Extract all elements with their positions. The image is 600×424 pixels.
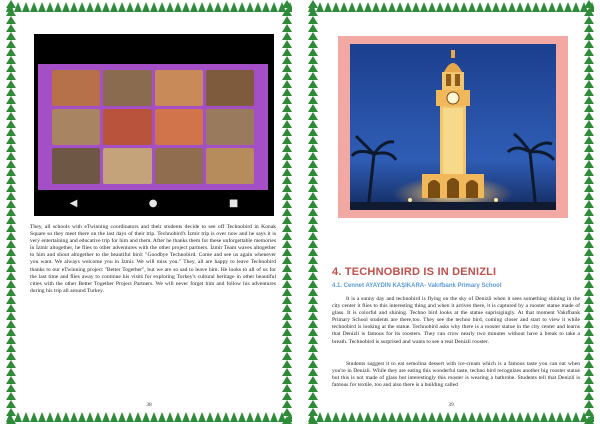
right-page-right-border <box>584 0 594 424</box>
right-page-top-border <box>308 2 594 12</box>
recent-apps-icon[interactable]: ■ <box>228 197 239 209</box>
right-page-bottom-border <box>308 412 594 422</box>
collage-photo <box>52 70 100 106</box>
video-frame-image <box>38 64 268 190</box>
clock-tower-illustration <box>350 44 556 210</box>
left-page-body-text: They, all schools with eTwinning coordinators and their students decide to see off Technobird in Konak Square so they meet there on the last days of their trip. Technobird's İzmir trip is over now and he says it is very entertaining and educative trip for him and them. After he thanks them for these unforgettable memories in İzmir altogether, he flies to other adventures with the other project partners. İzmir Team waves altogether to him and shout altogether to the beautiful bird: "Goodbye Technobird. Come and see us again whenever you want. We always welcome you in İzmir. We will miss you." They, all are happy to leave Technobird thanks to our eTwinning project "Better Together", but we are so sad to leave him. He looks to all of us for the last time and flies away to continue his visits for exploring Turkey's cultural heritage in other beautiful cities with the other Better Together Project Partners. We will never forget him and follow his adventures during his trip all around Turkey. <box>30 224 276 294</box>
photo-collage <box>52 70 254 184</box>
book-gutter <box>292 0 308 424</box>
paragraph-1 <box>332 296 580 346</box>
left-page-right-border <box>282 0 292 424</box>
collage-photo <box>206 109 254 145</box>
collage-photo <box>206 70 254 106</box>
photo-frame <box>338 36 568 218</box>
collage-photo <box>52 109 100 145</box>
clock-tower-photo <box>350 44 556 210</box>
collage-photo <box>155 70 203 106</box>
subsection-title: 4.1. Cennet AYAYDIN KAŞIKARA- Vakıfbank Primary School <box>332 283 502 289</box>
collage-photo <box>103 70 151 106</box>
collage-photo <box>103 148 151 184</box>
video-player[interactable] <box>34 34 274 216</box>
left-page <box>6 0 292 424</box>
back-icon[interactable]: ◀ <box>69 197 78 209</box>
left-page-number: 38 <box>146 402 152 408</box>
section-title: 4. TECHNOBIRD IS IN DENIZLI <box>332 266 497 278</box>
paragraph-2 <box>332 361 580 389</box>
left-page-top-border <box>6 2 292 12</box>
collage-photo <box>155 148 203 184</box>
home-icon[interactable]: ● <box>148 197 158 209</box>
right-page-left-border <box>308 0 318 424</box>
left-page-bottom-border <box>6 412 292 422</box>
collage-photo <box>155 109 203 145</box>
paragraph-2-text: Students suggest it to eat semolina dessert with ice-cream which is a famous taste you can eat when you're in Denizli. While they are eating this wonderful taste, techno bird recognizes another big rooster statue but this is not made of glass but interestingly this rooster is wearing a bathrobe. Students tell that Denizli is famous for textile, too and also there is a building called <box>332 361 580 389</box>
collage-photo <box>52 148 100 184</box>
right-page-number: 39 <box>448 402 454 408</box>
paragraph-1-text: It is a sunny day and technobird is flying on the sky of Denizli when it sees something shining in the city center it flies to this interesting thing and when it arrives there, it is captured by a rooster statue made of glass. It is colorful and shining. Techno bird looks at the statue suprisigingly. At that moment Vakıfbank Primary School students are there,too. They see the techno bird, coming closer and start to view it while technobird is looking at the statue. Technobird asks why there is a rooster statue in the city center and learns that Denizli is famous for its roosters. They can crow nearly two minutes without have a break to take a breath. Technobird is surprised and wants to see a real Denizli rooster. <box>332 296 580 345</box>
collage-photo <box>206 148 254 184</box>
left-page-left-border <box>6 0 16 424</box>
right-page <box>308 0 594 424</box>
collage-photo <box>103 109 151 145</box>
video-controls <box>34 194 274 212</box>
